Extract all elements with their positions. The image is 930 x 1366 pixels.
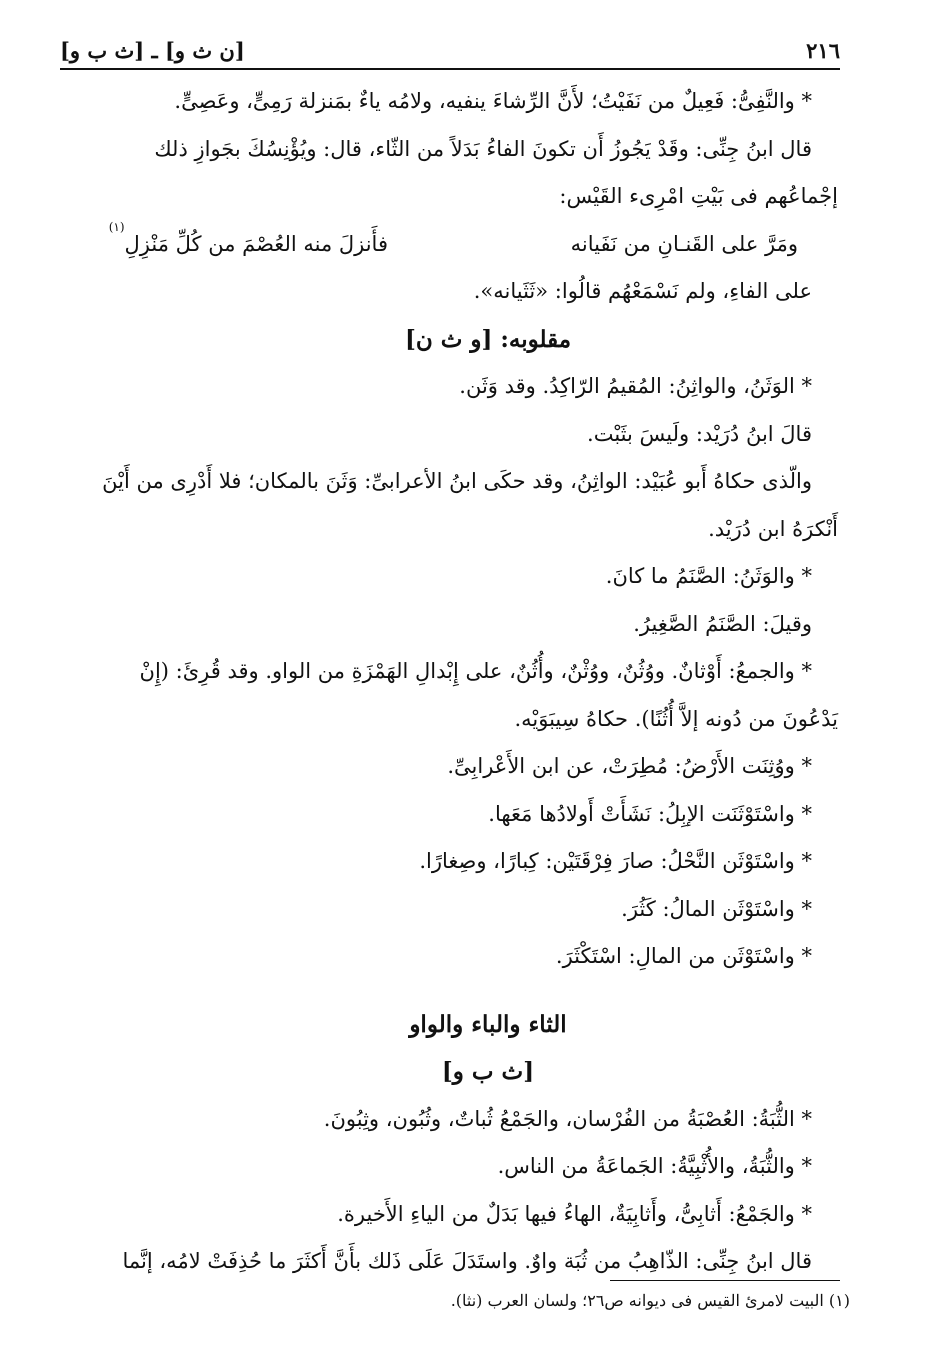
paragraph-nafiyy: * والنَّفِىُّ: فَعِيلٌ من نَفَيْتُ؛ لأَنَّ الرِّشاءَ ينفيه، ولامُه ياءٌ بمَنزلة رَمِىٍّ، وعَصِىٍّ. [174,89,812,113]
verse-hemistich-2 [68,221,428,269]
page-number: ٢١٦ [806,38,840,63]
verse-hemistich-2-text: فأَنزلَ منه العُصْمَ من كُلِّ مَنْزِلِ [124,231,388,256]
paragraph-sanam: * والوَثَنُ: الصَّنَمُ ما كانَ. [605,564,812,588]
footnote-rule [610,1280,840,1281]
paragraph-jam-line-2: يَدْعُونَ من دُونه إلاَّ أُثُنًا). حكاهُ سِيبَوَيْه. [514,706,838,731]
paragraph-ibn-jinni-line-2: إجْماعُهم فى بَيْتِ امْرِىء القَيْس: [559,184,838,208]
paragraph-istawthan-mal: * واسْتَوْثَن المالُ: كَثُرَ. [621,896,812,921]
running-head: [ن ث و] ـ [ث ب و] [60,38,245,63]
paragraph-wuthinat: * ووُثِنَت الأَرْضُ: مُطِرَتْ، عن ابن الأَعْرابِىِّ. [447,754,812,778]
paragraph-thuba: * الثُّبَةُ: العُصْبَةُ من الفُرْسان، والجَمْعُ ثُباتٌ، وثُبُون، وثِبُونَ. [323,1106,812,1131]
paragraph-sanam-saghir: وقيلَ: الصَّنَمُ الصَّغِيرُ. [633,611,812,636]
paragraph-abu-ubayd-line-1: والّذى حكاهُ أَبو عُبَيْد: الواثِنُ، وقد حكَى ابنُ الأعرابىِّ: وَثَنَ بالمكان؛ فلا أَدْرِى من أَيْنَ [102,469,812,493]
paragraph-abu-ubayd-line-2: أَنْكرَهُ ابن دُرَيْد. [708,516,838,541]
paragraph-istawthanat-ibil: * واسْتَوْثَنَت الإبِلُ: نَشَأَتْ أَولادُها مَعَها. [488,801,812,826]
body-text [68,78,838,1286]
paragraph-athabi: * والجَمْعُ: أَثابِىُّ، وأَثابِيَةٌ، الهاءُ فيها بَدَلٌ من الياءِ الأَخيرة. [337,1201,812,1226]
page-header [60,36,840,66]
verse-hemistich-1: ومَرَّ على القَنـانِ من نَفَيانه [570,231,798,256]
section-heading-tha-ba-waw: الثاء والباء والواو [409,1010,567,1038]
paragraph-wathan: * الوَثَنُ، والواثِنُ: المُقيمُ الرّاكِدُ. وقد وَثَن. [459,374,812,398]
paragraph-ibn-durayd: قالَ ابنُ دُرَيْد: ولَيسَ بثَبْت. [587,421,812,446]
section-heading-maqlub: مقلوبه: [و ث ن] [404,325,572,353]
paragraph-ibn-jinni-thuba: قال ابنُ جِنِّى: الذّاهِبُ من ثُبَة واوٌ. واستَدَلَ عَلَى ذَلك بأَنَّ أَكثَرَ ما حُذِفَتْ لامُه، إنَّما [122,1249,812,1273]
header-rule [60,68,840,70]
paragraph-jam-line-1: * والجمعُ: أَوْثانٌ. ووُثُنٌ، ووُثْنٌ، وأُثُنٌ، على إِبْدالِ الهَمْزَةِ من الواو. وقد قُرِئَ: (إِنْ [139,659,812,683]
footnote: (١) البيت لامرئ القيس فى ديوانه ص٢٦؛ ولسان العرب (نثا). [450,1291,850,1310]
footnote-marker: (١) [108,219,125,234]
verse [68,221,838,269]
paragraph-ibn-jinni-line-1: قال ابنُ جِنِّى: وقَدْ يَجُوزُ أَن تكونَ الفاءُ بَدَلاً من الثّاء، قال: ويُؤْنِسُكَ بجَوازِ ذلك [154,136,812,161]
paragraph-istawthan-nahl: * واسْتَوْثَن النَّحْلُ: صارَ فِرْقَتَيْن: كِبارًا، وصِغارًا. [419,849,812,873]
section-heading-thbw: [ث ب و] [441,1058,535,1085]
paragraph-uthbiyya: * والثُّبَةُ، والأُثْبِيَّةُ: الجَماعَةُ من الناس. [497,1154,812,1178]
paragraph-istawthan-min-mal: * واسْتَوْثَن من المالِ: اسْتَكْثَرَ. [555,944,812,968]
paragraph-alfaa: على الفاءِ، ولم نَسْمَعْهُم قالُوا: «ثَثَيانه». [473,279,812,303]
